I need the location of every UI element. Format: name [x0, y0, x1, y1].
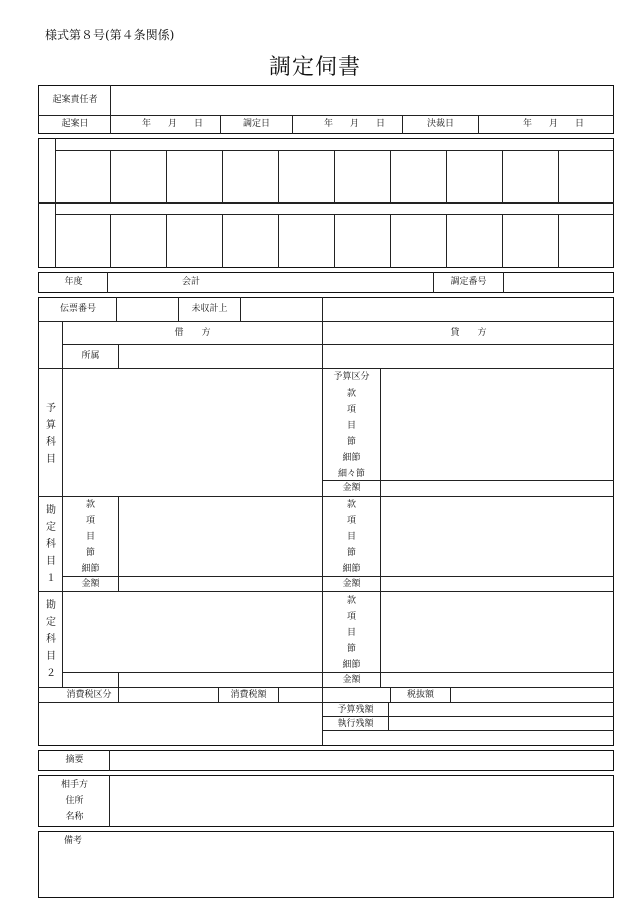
tax-div-field[interactable]	[119, 688, 218, 702]
moku-label: 目	[346, 421, 356, 431]
kan-label: 款	[346, 389, 356, 399]
page-title: 調定伺書	[268, 55, 361, 80]
month-unit: 月	[350, 119, 360, 129]
amount-label: 金額	[342, 579, 361, 589]
budget-credit-field[interactable]	[381, 369, 613, 480]
kou-label: 項	[346, 516, 356, 526]
kou-label: 項	[346, 405, 356, 415]
unreceived-label: 未収計上	[191, 304, 228, 314]
dept-field[interactable]	[119, 345, 613, 367]
budget-subject-label: 予算科目	[46, 403, 56, 465]
setsu-label: 節	[346, 644, 356, 654]
drafter-field[interactable]	[112, 87, 612, 114]
credit-account2-field[interactable]	[381, 592, 613, 672]
saisaisetsu-label: 細々節	[337, 469, 365, 479]
moku-label: 目	[346, 532, 356, 542]
amount-label: 金額	[342, 483, 361, 493]
decision-date-field[interactable]	[479, 116, 613, 133]
kou-label: 項	[346, 612, 356, 622]
name-label: 名称	[65, 812, 84, 822]
form-number: 様式第８号(第４条関係)	[45, 28, 175, 42]
account-subject2-label: 勘定科目２	[46, 600, 56, 679]
saisetsu-label: 細節	[81, 564, 100, 574]
fiscal-year-field[interactable]	[108, 273, 178, 292]
summary-label: 摘要	[65, 755, 84, 765]
drafter-label: 起案責任者	[52, 95, 98, 105]
unreceived-field[interactable]	[241, 298, 321, 320]
setsu-label: 節	[346, 437, 356, 447]
account-subject1-label: 勘定科目１	[46, 505, 56, 584]
address-label: 住所	[65, 796, 84, 806]
amount-label: 金額	[342, 675, 361, 685]
remarks-field[interactable]	[40, 850, 612, 896]
assess-date-label: 調定日	[242, 119, 270, 129]
exec-balance-label: 執行残額	[337, 719, 374, 729]
budget-balance-field[interactable]	[389, 703, 613, 716]
excl-tax-field[interactable]	[451, 688, 613, 702]
debit-label: 借 方	[174, 328, 211, 338]
saisetsu-label: 細節	[342, 564, 361, 574]
budget-subject-field[interactable]	[63, 369, 321, 495]
counterparty-label: 相手方	[60, 780, 88, 790]
month-unit: 月	[168, 119, 178, 129]
draft-date-field[interactable]	[111, 116, 220, 133]
saisetsu-label: 細節	[342, 453, 361, 463]
tax-amount-field[interactable]	[279, 688, 322, 702]
assess-no-label: 調定番号	[450, 277, 487, 287]
setsu-label: 節	[346, 548, 356, 558]
excl-tax-label: 税抜額	[406, 690, 434, 700]
year-unit: 年	[523, 119, 533, 129]
summary-field[interactable]	[110, 751, 613, 770]
kou-label: 項	[85, 516, 95, 526]
credit-amount2-field[interactable]	[381, 673, 613, 687]
debit-amount1-field[interactable]	[119, 577, 321, 591]
decision-date-label: 決裁日	[426, 119, 454, 129]
tax-div-label: 消費税区分	[66, 690, 112, 700]
tax-amount-label: 消費税額	[230, 690, 267, 700]
saisetsu-label: 細節	[342, 660, 361, 670]
debit-amount2-field[interactable]	[119, 673, 321, 687]
moku-label: 目	[346, 628, 356, 638]
month-unit: 月	[549, 119, 559, 129]
year-unit: 年	[324, 119, 334, 129]
budget-div-label: 予算区分	[333, 372, 370, 382]
slip-no-label: 伝票番号	[59, 304, 96, 314]
day-unit: 日	[194, 119, 204, 129]
debit-account2-field[interactable]	[63, 592, 321, 672]
credit-account1-field[interactable]	[381, 497, 613, 576]
moku-label: 目	[85, 532, 95, 542]
debit-account1-field[interactable]	[119, 497, 321, 576]
budget-balance-label: 予算残額	[337, 705, 374, 715]
day-unit: 日	[376, 119, 386, 129]
account-label: 会計	[182, 277, 201, 287]
assess-no-field[interactable]	[504, 273, 613, 292]
assess-date-field[interactable]	[293, 116, 402, 133]
budget-amount-field[interactable]	[381, 481, 613, 495]
kan-label: 款	[85, 500, 95, 510]
credit-label: 貸 方	[450, 328, 487, 338]
dept-label: 所属	[81, 351, 100, 361]
slip-no-field[interactable]	[117, 298, 178, 320]
kan-label: 款	[346, 596, 356, 606]
partner-field[interactable]	[110, 776, 613, 826]
draft-date-label: 起案日	[61, 119, 89, 129]
remarks-label: 備考	[64, 836, 83, 846]
day-unit: 日	[575, 119, 585, 129]
fiscal-year-label: 年度	[64, 277, 83, 287]
kan-label: 款	[346, 500, 356, 510]
amount-label: 金額	[81, 579, 100, 589]
exec-balance-field[interactable]	[389, 717, 613, 730]
year-unit: 年	[142, 119, 152, 129]
credit-amount1-field[interactable]	[381, 577, 613, 591]
setsu-label: 節	[85, 548, 95, 558]
